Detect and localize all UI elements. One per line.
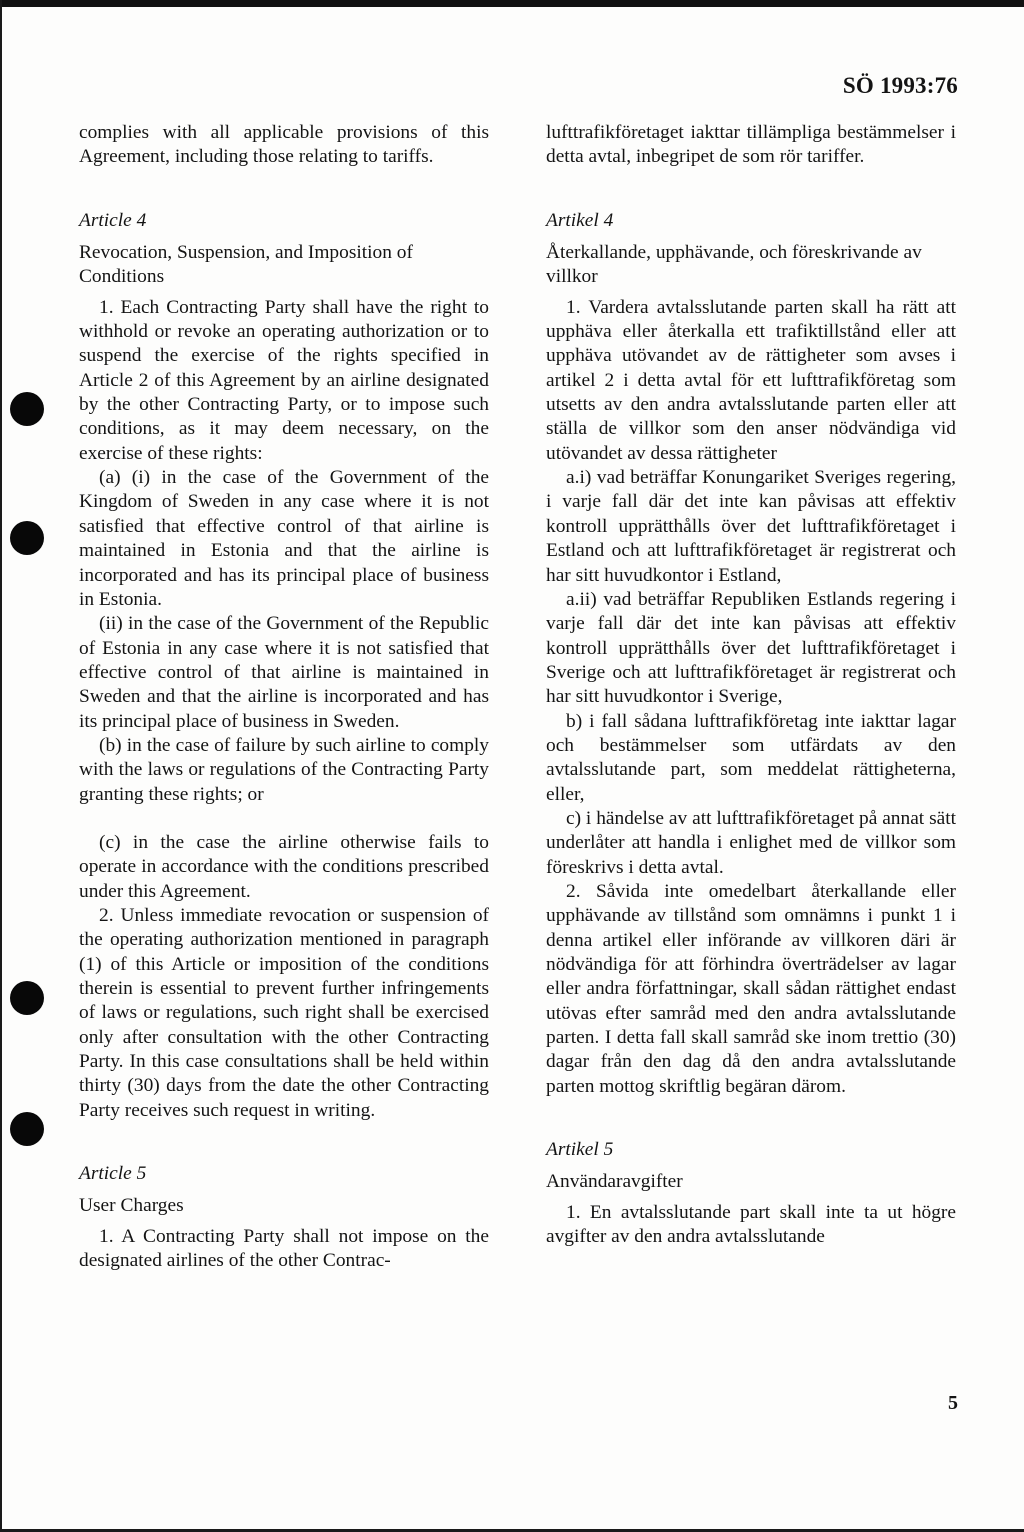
scan-edge-left (0, 0, 2, 1532)
scan-edge-top (0, 0, 1024, 7)
english-article-5-label: Article 5 (79, 1163, 147, 1185)
page-number: 5 (948, 1392, 958, 1414)
swedish-article-4-clause-c: c) i händelse av att lufttrafikföretaget på annat sätt underlåter att handla i enlighet med de villkor som föreskrivs i detta avtal. (546, 807, 956, 878)
english-intro-paragraph: complies with all applicable provisions of this Agreement, including those relating to tariffs. (79, 122, 489, 168)
swedish-article-4-paragraph-1: 1. Vardera avtalsslutande parten skall ha rätt att upphäva eller återkalla ett trafiktillstånd eller att upphäva utövandet av de rättigheter som avses i artikel 2 i detta avtal för ett lufttrafikföretag som utsetts av den andra avtalsslutande parten eller att ställa de villkor som den anser nödvändiga vid utövandet av dessa rättigheter (546, 296, 956, 464)
swedish-article-4-clause-a-ii: a.ii) vad beträffar Republiken Estlands regering i varje fall där det inte kan påvisas att effektiv kontroll upprätthålls över det lufttrafikföretaget i Sverige och att lufttrafikföretaget är registrerat och har sitt huvudkontor i Sverige, (546, 588, 956, 708)
swedish-article-5-paragraph-1: 1. En avtalsslutande part skall inte ta ut högre avgifter av den andra avtalsslutande (546, 1201, 956, 1248)
swedish-article-4-title: Återkallande, upphävande, och föreskrivande av villkor (546, 242, 922, 288)
swedish-article-4-label: Artikel 4 (546, 209, 614, 231)
punch-hole-4 (10, 1112, 44, 1146)
english-article-4-clause-a-i: (a) (i) in the case of the Government of the Kingdom of Sweden in any case where it is not satisfied that effective control of that airline is maintained in Estonia and that the airline is incorporated and has its principal place of business in Estonia. (79, 467, 489, 610)
swedish-column (546, 121, 956, 1249)
english-column (79, 121, 489, 1273)
swedish-article-4-paragraph-2: 2. Såvida inte omedelbart återkallande eller upphävande av tillstånd som omnämns i punkt 1 i denna artikel eller införande av villkoren däri är nödvändiga för att förhindra överträdelser av lagar eller andra författningar, skall sådan rättighet endast utövas efter samråd med den andra avtalsslutande parten. I detta fall skall samråd ske inom trettio (30) dagar från den dag då den andra avtalsslutande parten mottog skriftlig begäran därom. (546, 880, 956, 1097)
english-article-4-clause-b: (b) in the case of failure by such airline to comply with the laws or regulations of the Contracting Party granting these rights; or (79, 734, 489, 805)
swedish-article-4-clause-b: b) i fall sådana lufttrafikföretag inte iakttar lagar och bestämmelser som utfärdats av den avtalsslutande part, som meddelat rättigheterna, eller, (546, 710, 956, 805)
english-article-4-title: Revocation, Suspension, and Imposition of Conditions (79, 242, 413, 288)
punch-hole-3 (10, 981, 44, 1015)
swedish-article-4-clause-a-i: a.i) vad beträffar Konungariket Sveriges regering, i varje fall där det inte kan påvisas att effektiv kontroll upprätthålls över det lufttrafikföretaget i Estland och att lufttrafikföretaget är registrerat och har sitt huvudkontor i Estland, (546, 467, 956, 586)
punch-hole-2 (10, 521, 44, 555)
swedish-intro-paragraph: lufttrafikföretaget iakttar tillämpliga bestämmelser i detta avtal, inbegripet de som rör tariffer. (546, 122, 956, 168)
english-article-4-paragraph-2: 2. Unless immediate revocation or suspension of the operating authorization mentioned in paragraph (1) of this Article or imposition of the conditions therein is essential to prevent further infringements of laws or regulations, such right shall be exercised only after consultation with the other Contracting Party. In this case consultations shall be held within thirty (30) days from the date the other Contracting Party receives such request in writing. (79, 904, 489, 1121)
english-article-4-clause-c: (c) in the case the airline otherwise fails to operate in accordance with the conditions prescribed under this Agreement. (79, 831, 489, 902)
english-article-4-clause-a-ii: (ii) in the case of the Government of the Republic of Estonia in any case where it is not satisfied that effective control of that airline is maintained in Sweden and that the airline is incorporated and has its principal place of business in Sweden. (79, 613, 489, 732)
english-article-4-paragraph-1: 1. Each Contracting Party shall have the right to withhold or revoke an operating authorization or to suspend the exercise of the rights specified in Article 2 of this Agreement by an airline designated by the other Contracting Party, or to impose such conditions, as it may deem necessary, on the exercise of these rights: (79, 296, 489, 464)
english-article-4-label: Article 4 (79, 209, 147, 231)
english-article-5-paragraph-1: 1. A Contracting Party shall not impose on the designated airlines of the other Contrac- (79, 1225, 489, 1272)
swedish-article-5-label: Artikel 5 (546, 1139, 614, 1161)
english-article-5-title: User Charges (79, 1195, 184, 1217)
punch-hole-1 (10, 392, 44, 426)
swedish-article-5-title: Användaravgifter (546, 1171, 683, 1193)
document-reference: SÖ 1993:76 (842, 73, 958, 98)
